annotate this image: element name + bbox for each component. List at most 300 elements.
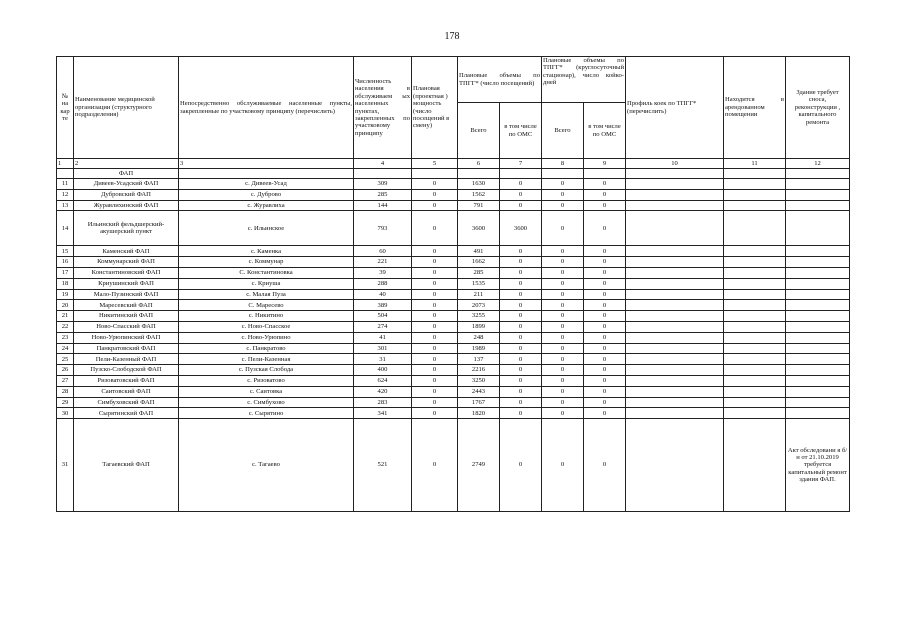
cell-settlement: с. Саитовка [179, 386, 354, 397]
cell-rented [724, 179, 786, 190]
cell-visits-total: 2443 [458, 386, 500, 397]
cell-visits-total: 137 [458, 354, 500, 365]
cell-visits-total: 1662 [458, 257, 500, 268]
cell-rented [724, 419, 786, 512]
cell-bed-profile [626, 386, 724, 397]
cell-building [786, 397, 850, 408]
section-title: ФАП [74, 169, 179, 179]
cell-inpatient-oms: 0 [584, 365, 626, 376]
cell-num: 30 [57, 408, 74, 419]
cell-inpatient-oms: 0 [584, 419, 626, 512]
cell-settlement: с. Малая Пуза [179, 289, 354, 300]
cell-visits-oms: 0 [500, 289, 542, 300]
cell-visits-oms: 3600 [500, 211, 542, 246]
cell-num: 13 [57, 200, 74, 211]
cell-inpatient-oms: 0 [584, 300, 626, 311]
cell-settlement: с. Криуша [179, 278, 354, 289]
cell-num: 28 [57, 386, 74, 397]
header-inpatient-oms: в том числе по ОМС [584, 103, 626, 159]
cell-num: 16 [57, 257, 74, 268]
cell-bed-profile [626, 246, 724, 257]
cell-org: Коммунарский ФАП [74, 257, 179, 268]
cell-building [786, 343, 850, 354]
cell-visits-oms: 0 [500, 386, 542, 397]
cell-settlement: с. Сырятино [179, 408, 354, 419]
cell-num: 27 [57, 375, 74, 386]
cell-settlement: с. Дивеев-Усад [179, 179, 354, 190]
cell-capacity: 0 [412, 300, 458, 311]
cell-org: Никитинский ФАП [74, 311, 179, 322]
cell-settlement: С. Константиновка [179, 267, 354, 278]
cell-org: Мало-Пузинский ФАП [74, 289, 179, 300]
cell-visits-oms: 0 [500, 300, 542, 311]
header-settlements: Непосредственно обслуживаемые населенные пункты, закрепленные по участковому принципу (перечислить) [179, 57, 354, 159]
cell-num: 19 [57, 289, 74, 300]
cell-inpatient-total: 0 [542, 200, 584, 211]
cell-inpatient-oms: 0 [584, 246, 626, 257]
cell-visits-oms: 0 [500, 419, 542, 512]
cell-visits-oms: 0 [500, 332, 542, 343]
cell-inpatient-total: 0 [542, 179, 584, 190]
cell-bed-profile [626, 343, 724, 354]
cell-visits-oms: 0 [500, 189, 542, 200]
cell-rented [724, 343, 786, 354]
cell-population: 60 [354, 246, 412, 257]
cell-population: 400 [354, 365, 412, 376]
cell-visits-oms: 0 [500, 246, 542, 257]
cell-settlement: с. Дуброво [179, 189, 354, 200]
cell-population: 41 [354, 332, 412, 343]
header-row-top [57, 57, 850, 103]
cell-capacity: 0 [412, 267, 458, 278]
cell-org: Сырятинский ФАП [74, 408, 179, 419]
header-visits-total: Всего [458, 103, 500, 159]
cell-num: 15 [57, 246, 74, 257]
cell-inpatient-oms: 0 [584, 278, 626, 289]
cell-capacity: 0 [412, 354, 458, 365]
cell-population: 283 [354, 397, 412, 408]
cell-visits-total: 3255 [458, 311, 500, 322]
cell-visits-total: 1562 [458, 189, 500, 200]
cell-inpatient-total: 0 [542, 267, 584, 278]
cell-settlement: с. Тагаево [179, 419, 354, 512]
cell-inpatient-oms: 0 [584, 332, 626, 343]
table-row [57, 200, 850, 211]
cell-rented [724, 397, 786, 408]
cell-org: Симбуховский ФАП [74, 397, 179, 408]
cell-visits-oms: 0 [500, 200, 542, 211]
cell-inpatient-oms: 0 [584, 257, 626, 268]
cell-org: Тагаевский ФАП [74, 419, 179, 512]
cell-inpatient-oms: 0 [584, 343, 626, 354]
col-number: 8 [542, 159, 584, 169]
table-row [57, 267, 850, 278]
cell-bed-profile [626, 257, 724, 268]
cell-settlement: с. Каменка [179, 246, 354, 257]
cell-inpatient-total: 0 [542, 343, 584, 354]
cell-inpatient-total: 0 [542, 408, 584, 419]
table-row [57, 365, 850, 376]
cell-building [786, 375, 850, 386]
cell-population: 274 [354, 321, 412, 332]
cell-building: Акт обследовани я б/н от 21.10.2019 требуется капитальный ремонт здания ФАП. [786, 419, 850, 512]
cell-org: Ильинский фельдшерский-акушерский пункт [74, 211, 179, 246]
cell-building [786, 200, 850, 211]
cell-org: Журавлихинский ФАП [74, 200, 179, 211]
col-number: 12 [786, 159, 850, 169]
table-row [57, 289, 850, 300]
cell-settlement: с. Ризоватово [179, 375, 354, 386]
cell-num: 23 [57, 332, 74, 343]
cell-population: 39 [354, 267, 412, 278]
cell-inpatient-total: 0 [542, 397, 584, 408]
cell-capacity: 0 [412, 179, 458, 190]
cell-inpatient-oms: 0 [584, 386, 626, 397]
cell-num: 24 [57, 343, 74, 354]
table-row [57, 354, 850, 365]
cell-bed-profile [626, 332, 724, 343]
cell-visits-oms: 0 [500, 267, 542, 278]
cell-capacity: 0 [412, 375, 458, 386]
cell-capacity: 0 [412, 257, 458, 268]
col-number: 10 [626, 159, 724, 169]
cell-building [786, 386, 850, 397]
cell-building [786, 332, 850, 343]
cell-inpatient-oms: 0 [584, 267, 626, 278]
cell-rented [724, 354, 786, 365]
table-row [57, 246, 850, 257]
cell-settlement: с. Пузская Слобода [179, 365, 354, 376]
table-row [57, 343, 850, 354]
cell-inpatient-total: 0 [542, 332, 584, 343]
cell-visits-total: 491 [458, 246, 500, 257]
cell-rented [724, 311, 786, 322]
cell-org: Маресевский ФАП [74, 300, 179, 311]
cell-visits-total: 1820 [458, 408, 500, 419]
table-row [57, 408, 850, 419]
cell-rented [724, 375, 786, 386]
cell-population: 288 [354, 278, 412, 289]
cell-inpatient-total: 0 [542, 386, 584, 397]
cell-visits-oms: 0 [500, 278, 542, 289]
cell-capacity: 0 [412, 211, 458, 246]
cell-capacity: 0 [412, 365, 458, 376]
cell-building [786, 189, 850, 200]
cell-num: 26 [57, 365, 74, 376]
cell-visits-total: 1630 [458, 179, 500, 190]
cell-org: Ново-Урюпинский ФАП [74, 332, 179, 343]
cell-org: Ризоватовский ФАП [74, 375, 179, 386]
section-row [57, 169, 850, 179]
header-inpatient-total: Всего [542, 103, 584, 159]
cell-building [786, 211, 850, 246]
cell-num: 20 [57, 300, 74, 311]
cell-visits-oms: 0 [500, 397, 542, 408]
cell-rented [724, 332, 786, 343]
cell-capacity: 0 [412, 386, 458, 397]
header-visits: Плановые объемы по ТПГГ* (число посещений) [458, 57, 542, 103]
cell-visits-oms: 0 [500, 365, 542, 376]
cell-visits-oms: 0 [500, 179, 542, 190]
cell-building [786, 354, 850, 365]
cell-population: 624 [354, 375, 412, 386]
cell-population: 793 [354, 211, 412, 246]
cell-visits-total: 1989 [458, 343, 500, 354]
cell-visits-total: 1535 [458, 278, 500, 289]
cell-visits-oms: 0 [500, 311, 542, 322]
cell-building [786, 408, 850, 419]
cell-inpatient-oms: 0 [584, 375, 626, 386]
cell-settlement: с. Симбухово [179, 397, 354, 408]
table-row [57, 397, 850, 408]
cell-num: 12 [57, 189, 74, 200]
cell-visits-oms: 0 [500, 375, 542, 386]
cell-inpatient-total: 0 [542, 289, 584, 300]
header-capacity: Плановая (проектная ) мощность (число посещений в смену) [412, 57, 458, 159]
table-row [57, 311, 850, 322]
cell-bed-profile [626, 179, 724, 190]
cell-inpatient-oms: 0 [584, 321, 626, 332]
cell-population: 221 [354, 257, 412, 268]
cell-visits-total: 3600 [458, 211, 500, 246]
cell-rented [724, 408, 786, 419]
cell-bed-profile [626, 300, 724, 311]
cell-visits-total: 1899 [458, 321, 500, 332]
cell-bed-profile [626, 200, 724, 211]
table-row [57, 189, 850, 200]
table-row [57, 257, 850, 268]
cell-org: Пузско-Слободской ФАП [74, 365, 179, 376]
cell-population: 31 [354, 354, 412, 365]
cell-settlement: с. Панкратово [179, 343, 354, 354]
page-number: 178 [444, 31, 460, 42]
cell-org: Криушинский ФАП [74, 278, 179, 289]
cell-org: Дивеев-Усадский ФАП [74, 179, 179, 190]
cell-building [786, 179, 850, 190]
cell-inpatient-total: 0 [542, 375, 584, 386]
cell-capacity: 0 [412, 343, 458, 354]
header-population: Численность населения в обслуживаем ых населенных пунктах, закрепленных по участковому принципу [354, 57, 412, 159]
cell-inpatient-oms: 0 [584, 408, 626, 419]
header-visits-oms: в том числе по ОМС [500, 103, 542, 159]
cell-num: 18 [57, 278, 74, 289]
cell-capacity: 0 [412, 332, 458, 343]
cell-inpatient-oms: 0 [584, 289, 626, 300]
cell-rented [724, 267, 786, 278]
cell-settlement: с. Ново-Урюпино [179, 332, 354, 343]
cell-bed-profile [626, 289, 724, 300]
cell-bed-profile [626, 321, 724, 332]
cell-bed-profile [626, 211, 724, 246]
cell-settlement: с. Коммунар [179, 257, 354, 268]
cell-capacity: 0 [412, 189, 458, 200]
cell-building [786, 289, 850, 300]
cell-inpatient-oms: 0 [584, 397, 626, 408]
cell-rented [724, 257, 786, 268]
cell-inpatient-oms: 0 [584, 211, 626, 246]
cell-org: Дубровский ФАП [74, 189, 179, 200]
cell-bed-profile [626, 408, 724, 419]
cell-visits-total: 211 [458, 289, 500, 300]
cell-building [786, 278, 850, 289]
cell-population: 309 [354, 179, 412, 190]
cell-org: Каменский ФАП [74, 246, 179, 257]
cell-building [786, 246, 850, 257]
cell-visits-total: 2073 [458, 300, 500, 311]
cell-bed-profile [626, 365, 724, 376]
cell-rented [724, 365, 786, 376]
table-row [57, 375, 850, 386]
cell-visits-total: 791 [458, 200, 500, 211]
cell-inpatient-total: 0 [542, 354, 584, 365]
cell-bed-profile [626, 311, 724, 322]
cell-inpatient-oms: 0 [584, 200, 626, 211]
cell-org: Саитовский ФАП [74, 386, 179, 397]
cell-rented [724, 300, 786, 311]
cell-building [786, 321, 850, 332]
cell-num: 17 [57, 267, 74, 278]
cell-capacity: 0 [412, 246, 458, 257]
col-number: 6 [458, 159, 500, 169]
cell-inpatient-total: 0 [542, 300, 584, 311]
cell-capacity: 0 [412, 311, 458, 322]
cell-building [786, 365, 850, 376]
cell-settlement: С. Маресево [179, 300, 354, 311]
cell-visits-oms: 0 [500, 257, 542, 268]
facilities-table [56, 56, 850, 512]
cell-visits-total: 2749 [458, 419, 500, 512]
cell-inpatient-total: 0 [542, 257, 584, 268]
cell-bed-profile [626, 375, 724, 386]
cell-population: 285 [354, 189, 412, 200]
cell-capacity: 0 [412, 397, 458, 408]
cell-capacity: 0 [412, 278, 458, 289]
col-number: 5 [412, 159, 458, 169]
cell-population: 301 [354, 343, 412, 354]
cell-visits-total: 1767 [458, 397, 500, 408]
table-row [57, 386, 850, 397]
cell-num: 25 [57, 354, 74, 365]
cell-org: Пели-Казенный ФАП [74, 354, 179, 365]
header-inpatient: Плановые объемы по ТПГГ* (круглосуточный стационар), число койко-дней [542, 57, 626, 103]
cell-population: 420 [354, 386, 412, 397]
cell-bed-profile [626, 354, 724, 365]
cell-inpatient-oms: 0 [584, 189, 626, 200]
cell-inpatient-oms: 0 [584, 311, 626, 322]
cell-rented [724, 386, 786, 397]
header-bed-profile: Профиль коек по ТПГГ* (перечислить) [626, 57, 724, 159]
cell-building [786, 267, 850, 278]
cell-visits-oms: 0 [500, 343, 542, 354]
cell-bed-profile [626, 397, 724, 408]
cell-visits-total: 3250 [458, 375, 500, 386]
header-building: Здание требует сноса, реконструкции , капитального ремонта [786, 57, 850, 159]
cell-visits-oms: 0 [500, 354, 542, 365]
cell-num: 29 [57, 397, 74, 408]
cell-bed-profile [626, 267, 724, 278]
cell-org: Ново-Спасский ФАП [74, 321, 179, 332]
cell-capacity: 0 [412, 200, 458, 211]
cell-inpatient-total: 0 [542, 246, 584, 257]
cell-population: 144 [354, 200, 412, 211]
cell-rented [724, 289, 786, 300]
cell-org: Константиновский ФАП [74, 267, 179, 278]
cell-capacity: 0 [412, 321, 458, 332]
cell-bed-profile [626, 278, 724, 289]
cell-inpatient-total: 0 [542, 419, 584, 512]
cell-num: 31 [57, 419, 74, 512]
col-number: 2 [74, 159, 179, 169]
cell-settlement: с. Пели-Казенная [179, 354, 354, 365]
cell-num: 14 [57, 211, 74, 246]
table-row [57, 332, 850, 343]
cell-inpatient-total: 0 [542, 321, 584, 332]
header-org: Наименование медицинской организации (структурного подразделения) [74, 57, 179, 159]
cell-rented [724, 211, 786, 246]
col-number: 7 [500, 159, 542, 169]
cell-settlement: с. Никитино [179, 311, 354, 322]
cell-rented [724, 200, 786, 211]
cell-building [786, 257, 850, 268]
cell-population: 341 [354, 408, 412, 419]
table-row [57, 211, 850, 246]
cell-inpatient-oms: 0 [584, 179, 626, 190]
cell-visits-total: 2216 [458, 365, 500, 376]
cell-num: 21 [57, 311, 74, 322]
cell-inpatient-total: 0 [542, 365, 584, 376]
cell-visits-oms: 0 [500, 408, 542, 419]
cell-population: 504 [354, 311, 412, 322]
cell-num: 22 [57, 321, 74, 332]
header-rented: Находится в арендованном помещении [724, 57, 786, 159]
cell-inpatient-total: 0 [542, 211, 584, 246]
table-row [57, 419, 850, 512]
cell-bed-profile [626, 419, 724, 512]
cell-settlement: с. Ново-Спасское [179, 321, 354, 332]
cell-building [786, 300, 850, 311]
cell-num: 11 [57, 179, 74, 190]
cell-inpatient-oms: 0 [584, 354, 626, 365]
cell-inpatient-total: 0 [542, 311, 584, 322]
cell-population: 521 [354, 419, 412, 512]
col-number: 4 [354, 159, 412, 169]
cell-org: Панкратовский ФАП [74, 343, 179, 354]
header-num: № на кар те [57, 57, 74, 159]
cell-inpatient-total: 0 [542, 189, 584, 200]
table-row [57, 300, 850, 311]
cell-capacity: 0 [412, 419, 458, 512]
cell-visits-oms: 0 [500, 321, 542, 332]
col-number: 9 [584, 159, 626, 169]
cell-inpatient-total: 0 [542, 278, 584, 289]
cell-building [786, 311, 850, 322]
cell-settlement: с. Ильинское [179, 211, 354, 246]
cell-rented [724, 278, 786, 289]
cell-population: 40 [354, 289, 412, 300]
cell-visits-total: 285 [458, 267, 500, 278]
col-number: 11 [724, 159, 786, 169]
table-row [57, 321, 850, 332]
cell-settlement: с. Журавлиха [179, 200, 354, 211]
cell-visits-total: 248 [458, 332, 500, 343]
cell-capacity: 0 [412, 289, 458, 300]
table-row [57, 278, 850, 289]
cell-rented [724, 189, 786, 200]
col-number: 1 [57, 159, 74, 169]
cell-population: 389 [354, 300, 412, 311]
cell-rented [724, 246, 786, 257]
column-number-row [57, 159, 850, 169]
